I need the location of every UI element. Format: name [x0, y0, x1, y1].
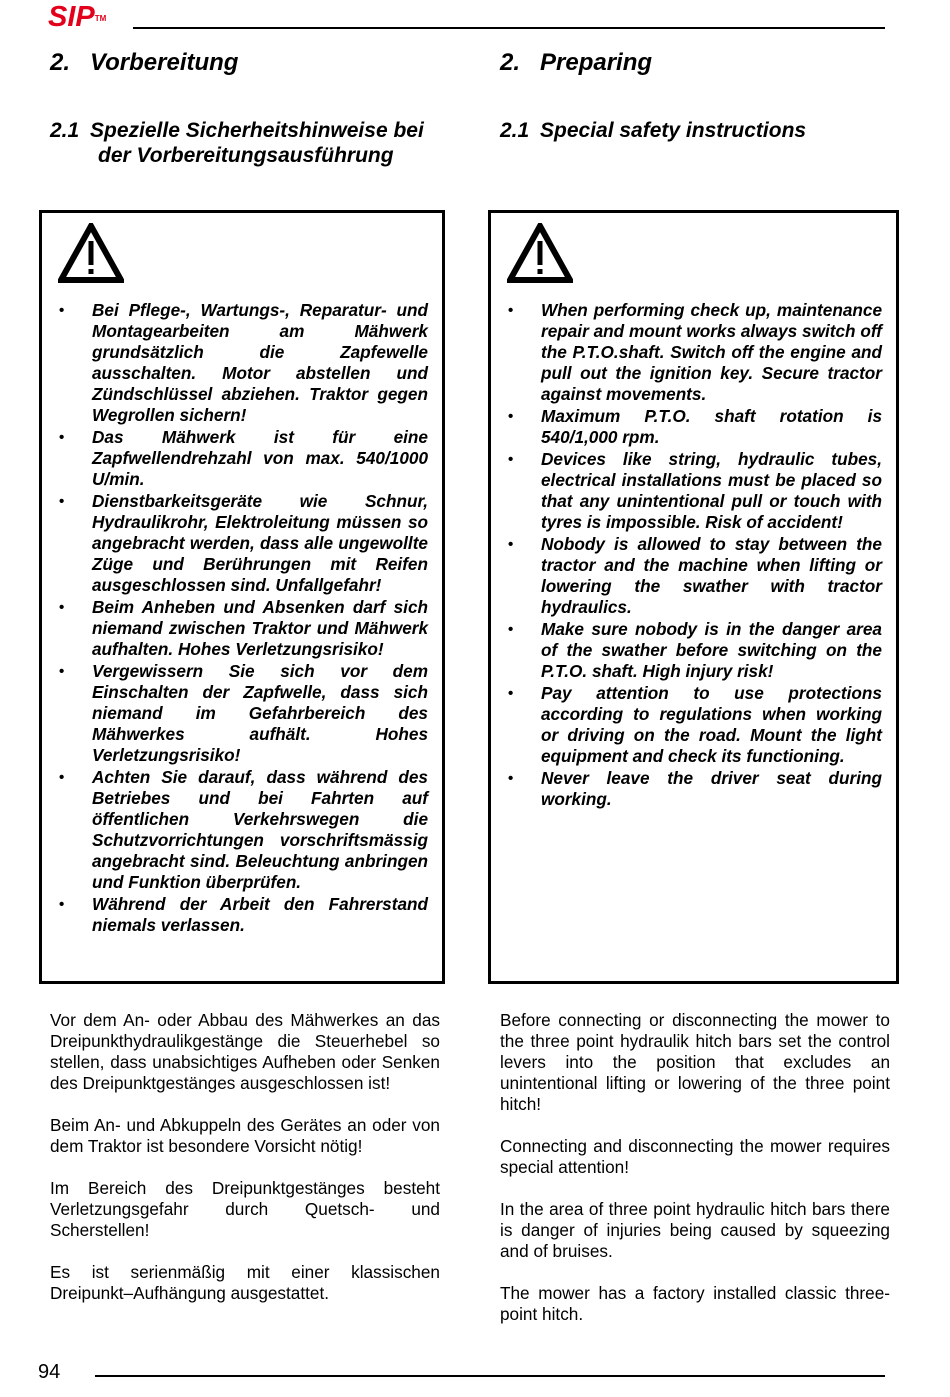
bullet-icon: • — [508, 770, 514, 787]
safety-item — [505, 449, 882, 533]
bullet-icon: • — [508, 302, 514, 319]
safety-item-text: Nobody is allowed to stay between the tractor and the machine when lifting or lowering the swather with tractor hydraulics. — [541, 534, 882, 617]
section-title-line2: der Vorbereitungsausführung — [98, 144, 394, 167]
safety-item-text: Make sure nobody is in the danger area of the swather before switching on the P.T.O. shaft. High injury risk! — [541, 619, 882, 681]
body-text-en — [500, 1010, 890, 1346]
chapter-heading-en — [500, 48, 652, 78]
safety-item — [505, 300, 882, 405]
safety-item-text: Während der Arbeit den Fahrerstand niemals verlassen. — [92, 894, 428, 935]
safety-item — [56, 894, 428, 936]
safety-item — [56, 300, 428, 426]
safety-item-text: Dienstbarkeitsgeräte wie Schnur, Hydraulikrohr, Elektroleitung müssen so angebracht werden, dass alle ungewollte Züge und Berührungen mit Reifen ausgeschlossen sind. Unfallgefahr! — [92, 491, 428, 595]
logo-trademark: TM — [94, 14, 107, 23]
bullet-icon: • — [508, 408, 514, 425]
bullet-icon: • — [59, 896, 65, 913]
chapter-heading-de — [50, 48, 238, 78]
header-rule — [133, 27, 885, 29]
body-paragraph: Vor dem An- oder Abbau des Mähwerkes an das Dreipunkthydraulikgestänge die Steuerhebel so stellen, dass unabsichtiges Aufheben oder Senken des Dreipunktgestänges ausgeschlossen ist! — [50, 1010, 440, 1093]
safety-list-en — [505, 300, 882, 811]
safety-item-text: Never leave the driver seat during working. — [541, 768, 882, 809]
bullet-icon: • — [59, 599, 65, 616]
body-paragraph: Connecting and disconnecting the mower requires special attention! — [500, 1136, 890, 1177]
chapter-title: Preparing — [540, 49, 653, 76]
safety-box-de — [39, 210, 445, 984]
safety-item-text: Maximum P.T.O. shaft rotation is 540/1,000 rpm. — [541, 406, 882, 447]
section-heading-en — [500, 118, 806, 143]
body-text-de — [50, 1010, 440, 1325]
bullet-icon: • — [59, 429, 65, 446]
safety-item-text: Vergewissern Sie sich vor dem Einschalten der Zapfwelle, dass sich niemand im Gefahrbereich des Mähwerkes aufhält. Hohes Verletzungsrisiko! — [92, 661, 428, 765]
chapter-number: 2. — [50, 49, 71, 76]
section-title-line1: Spezielle Sicherheitshinweise bei — [90, 119, 424, 142]
section-heading-de — [50, 118, 424, 168]
body-paragraph: Beim An- und Abkuppeln des Gerätes an oder von dem Traktor ist besondere Vorsicht nötig! — [50, 1115, 440, 1156]
safety-item — [505, 619, 882, 682]
page-number: 94 — [38, 1361, 61, 1383]
section-number: 2.1 — [50, 119, 80, 142]
safety-item — [56, 491, 428, 596]
safety-item-text: Bei Pflege-, Wartungs-, Reparatur- und Montagearbeiten am Mähwerk grundsätzlich die Zapfewelle ausschalten. Motor abstellen und Zündschlüssel abziehen. Traktor gegen Wegrollen sichern! — [92, 300, 428, 425]
bullet-icon: • — [59, 493, 65, 510]
safety-item — [505, 534, 882, 618]
safety-item — [505, 406, 882, 448]
warning-triangle-icon — [58, 223, 124, 283]
bullet-icon: • — [508, 685, 514, 702]
safety-item-text: Beim Anheben und Absenken darf sich niemand zwischen Traktor und Mähwerk aufhalten. Hohes Verletzungsrisiko! — [92, 597, 428, 659]
safety-item-text: Achten Sie darauf, dass während des Betriebes und bei Fahrten auf öffentlichen Verkehrswegen die Schutzvorrichtungen vorschriftsmässig angebracht sind. Beleuchtung anbringen und Funktion überprüfen. — [92, 767, 428, 892]
safety-box-en — [488, 210, 899, 984]
body-paragraph: Before connecting or disconnecting the mower to the three point hydraulik hitch bars set the control levers into the position that excludes an unintentional lifting or lowering of the three point hitch! — [500, 1010, 890, 1114]
bullet-icon: • — [59, 663, 65, 680]
bullet-icon: • — [59, 769, 65, 786]
safety-item — [505, 768, 882, 810]
safety-item-text: When performing check up, maintenance repair and mount works always switch off the P.T.O.shaft. Switch off the engine and pull out the ignition key. Secure tractor against movements. — [541, 300, 882, 404]
bullet-icon: • — [508, 451, 514, 468]
logo-text: SIP — [48, 1, 95, 33]
section-title: Special safety instructions — [540, 119, 807, 142]
footer-rule — [95, 1375, 885, 1377]
chapter-number: 2. — [500, 49, 521, 76]
safety-item — [505, 683, 882, 767]
warning-triangle-icon — [507, 223, 573, 283]
bullet-icon: • — [508, 536, 514, 553]
safety-item — [56, 427, 428, 490]
sip-logo — [48, 2, 106, 32]
body-paragraph: In the area of three point hydraulic hitch bars there is danger of injuries being caused by squeezing and of bruises. — [500, 1199, 890, 1261]
safety-list-de — [56, 300, 428, 937]
safety-item — [56, 597, 428, 660]
bullet-icon: • — [59, 302, 65, 319]
body-paragraph: Im Bereich des Dreipunktgestänges besteht Verletzungsgefahr durch Quetsch- und Scherstellen! — [50, 1178, 440, 1240]
section-number: 2.1 — [500, 119, 530, 142]
body-paragraph: Es ist serienmäßig mit einer klassischen Dreipunkt–Aufhängung ausgestattet. — [50, 1262, 440, 1303]
body-paragraph: The mower has a factory installed classic three-point hitch. — [500, 1283, 890, 1324]
chapter-title: Vorbereitung — [90, 49, 239, 76]
safety-item-text: Das Mähwerk ist für eine Zapfwellendrehzahl von max. 540/1000 U/min. — [92, 427, 428, 489]
safety-item — [56, 661, 428, 766]
bullet-icon: • — [508, 621, 514, 638]
safety-item-text: Pay attention to use protections according to regulations when working or driving on the road. Mount the light equipment and check its functioning. — [541, 683, 882, 766]
safety-item-text: Devices like string, hydraulic tubes, electrical installations must be placed so that any unintentional pull or touch with tyres is impossible. Risk of accident! — [541, 449, 882, 532]
safety-item — [56, 767, 428, 893]
